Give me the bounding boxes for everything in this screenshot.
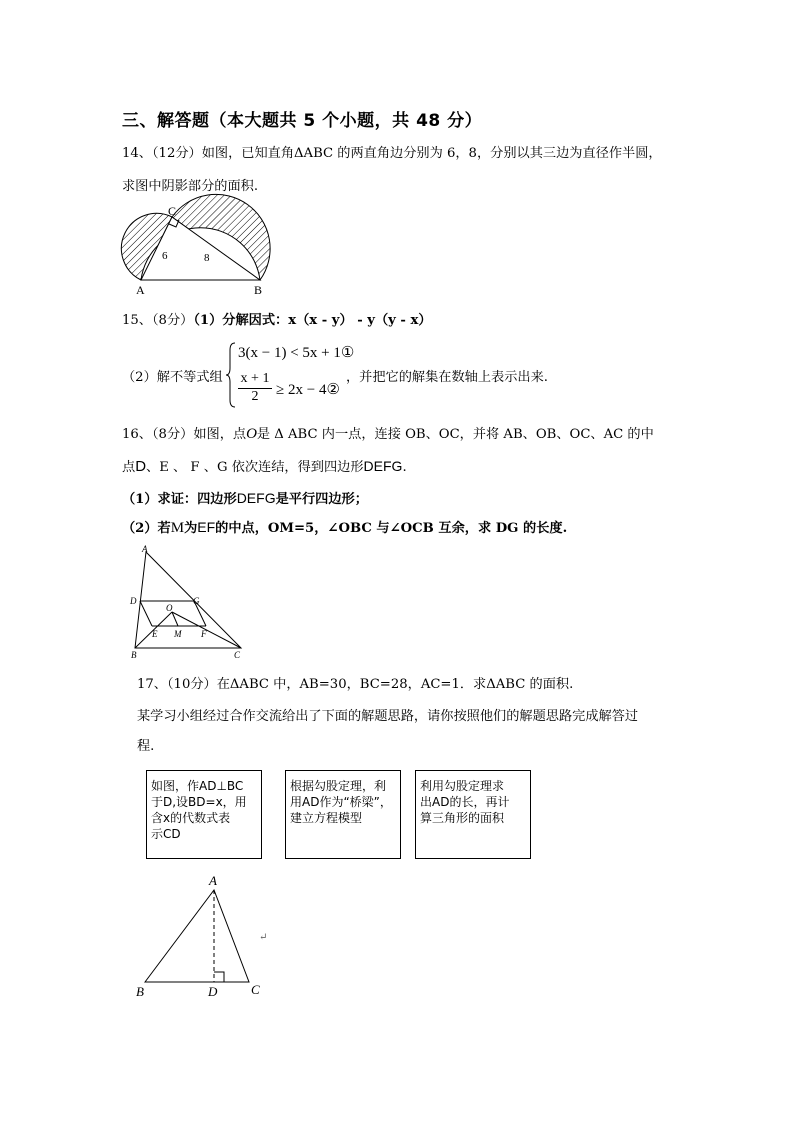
q16-line2 xyxy=(122,459,407,474)
triangle-abc-17 xyxy=(145,890,249,982)
label-b: B xyxy=(254,283,263,297)
point-d: D xyxy=(135,458,147,475)
q16-line1 xyxy=(122,427,654,442)
q16-line2-b: 、E 、 F 、G 依次连结，得到四边形 xyxy=(146,460,364,475)
return-mark: ↵ xyxy=(259,932,268,943)
hint-box-1-line: 示CD xyxy=(151,827,181,841)
q14-line2: 求图中阴影部分的面积. xyxy=(122,179,259,194)
hint-box-3-line: 算三角形的面积 xyxy=(420,811,505,825)
hint-box-2-line: 用AD作为“桥梁”， xyxy=(290,795,392,809)
hint-box-2-line: 建立方程模型 xyxy=(290,811,363,825)
section-title: 三、解答题（本大题共 5 个小题，共 48 分） xyxy=(122,111,483,131)
label-b-17: B xyxy=(136,984,144,999)
hint-box-1 xyxy=(146,770,262,859)
label-leg-8: 8 xyxy=(204,252,210,264)
hint-box-3-line: 利用勾股定理求 xyxy=(420,779,505,793)
hint-box-2 xyxy=(285,770,401,859)
label-m-16: M xyxy=(174,629,182,639)
label-f-16: F xyxy=(201,629,207,639)
q16-figure xyxy=(128,544,250,662)
hint-box-3 xyxy=(415,770,531,859)
q16-line2-a: 点 xyxy=(122,460,136,475)
q16-p2-a: （2）若 xyxy=(122,521,171,536)
point-m: M xyxy=(170,520,185,536)
q15-line1 xyxy=(122,314,432,327)
label-a: A xyxy=(136,283,145,297)
hint-box-2-line: 根据勾股定理，利 xyxy=(290,779,387,793)
label-a-17: A xyxy=(209,873,217,888)
q16-p1-b: 是平行四边形； xyxy=(275,492,368,507)
q16-p1-a: （1）求证：四边形 xyxy=(122,492,237,507)
fraction-numerator: x + 1 xyxy=(238,371,272,389)
label-c-16: C xyxy=(234,650,241,660)
point-o: O xyxy=(246,426,257,442)
quad-defg-2: DEFG xyxy=(236,490,276,506)
q16-part1 xyxy=(122,491,368,506)
q17-line2: 某学习小组经过合作交流给出了下面的解题思路，请你按照他们的解题思路完成解答过 xyxy=(137,709,639,724)
hint-box-1-line: 于D,设BD=x，用 xyxy=(151,795,247,809)
fraction-denominator: 2 xyxy=(251,389,259,404)
label-d-16: D xyxy=(130,596,137,606)
q16-p2-c: 的中点，OM=5，∠OBC 与∠OCB 互余，求 DG 的长度. xyxy=(215,521,568,536)
q15-number: 15、（8分） xyxy=(122,313,194,328)
triangle-abc-16 xyxy=(135,552,241,648)
q16-line1-a: 16、（8分）如图，点 xyxy=(122,427,247,442)
system-brace xyxy=(226,342,236,408)
hint-box-1-line: 含x的代数式表 xyxy=(151,811,231,825)
label-g-16: G xyxy=(193,596,200,606)
hint-box-3-line: 出AD的长，再计 xyxy=(420,795,510,809)
label-c: C xyxy=(168,204,177,218)
q17-line1: 17、（10分）在ΔABC 中，AB=30，BC=28，AC=1．求ΔABC 的面积. xyxy=(137,677,574,692)
label-leg-6: 6 xyxy=(162,250,168,262)
q16-line1-b: 是 Δ ABC 内一点，连接 OB、OC，并将 AB、OB、OC、AC 的中 xyxy=(256,427,654,442)
right-angle-mark-17 xyxy=(214,972,224,982)
q14-figure xyxy=(120,200,280,296)
label-c-17: C xyxy=(251,982,260,997)
label-d-17: D xyxy=(208,984,218,999)
q15-part2-tail: ，并把它的解集在数轴上表示出来. xyxy=(346,370,549,385)
label-b-16: B xyxy=(131,650,137,660)
q16-p2-b: 为 xyxy=(184,521,198,536)
inequality-2-fraction xyxy=(238,371,272,405)
q15-part1: （1）分解因式：x（x - y） - y（y - x） xyxy=(193,313,432,328)
segment-ef: EF xyxy=(197,519,216,535)
label-e-16: E xyxy=(152,629,158,639)
q17-line3: 程. xyxy=(137,739,155,754)
q16-part2 xyxy=(122,520,567,536)
label-o-16: O xyxy=(166,603,173,613)
q16-line2-c: . xyxy=(402,460,407,475)
q17-figure xyxy=(132,870,282,1002)
q15-part2-label: （2）解不等式组 xyxy=(122,370,223,385)
segment-oc xyxy=(172,612,241,648)
segment-de xyxy=(140,601,152,626)
quad-defg: DEFG xyxy=(363,458,403,474)
inequality-2-rest: ≥ 2x − 4② xyxy=(276,382,340,398)
inequality-1: 3(x − 1) < 5x + 1① xyxy=(238,345,355,361)
label-a-16: A xyxy=(142,544,148,554)
q14-line1: 14、（12分）如图，已知直角ΔABC 的两直角边分别为 6，8，分别以其三边为直径作半圆， xyxy=(122,146,662,161)
hint-box-1-line: 如图，作AD⊥BC xyxy=(151,779,244,793)
